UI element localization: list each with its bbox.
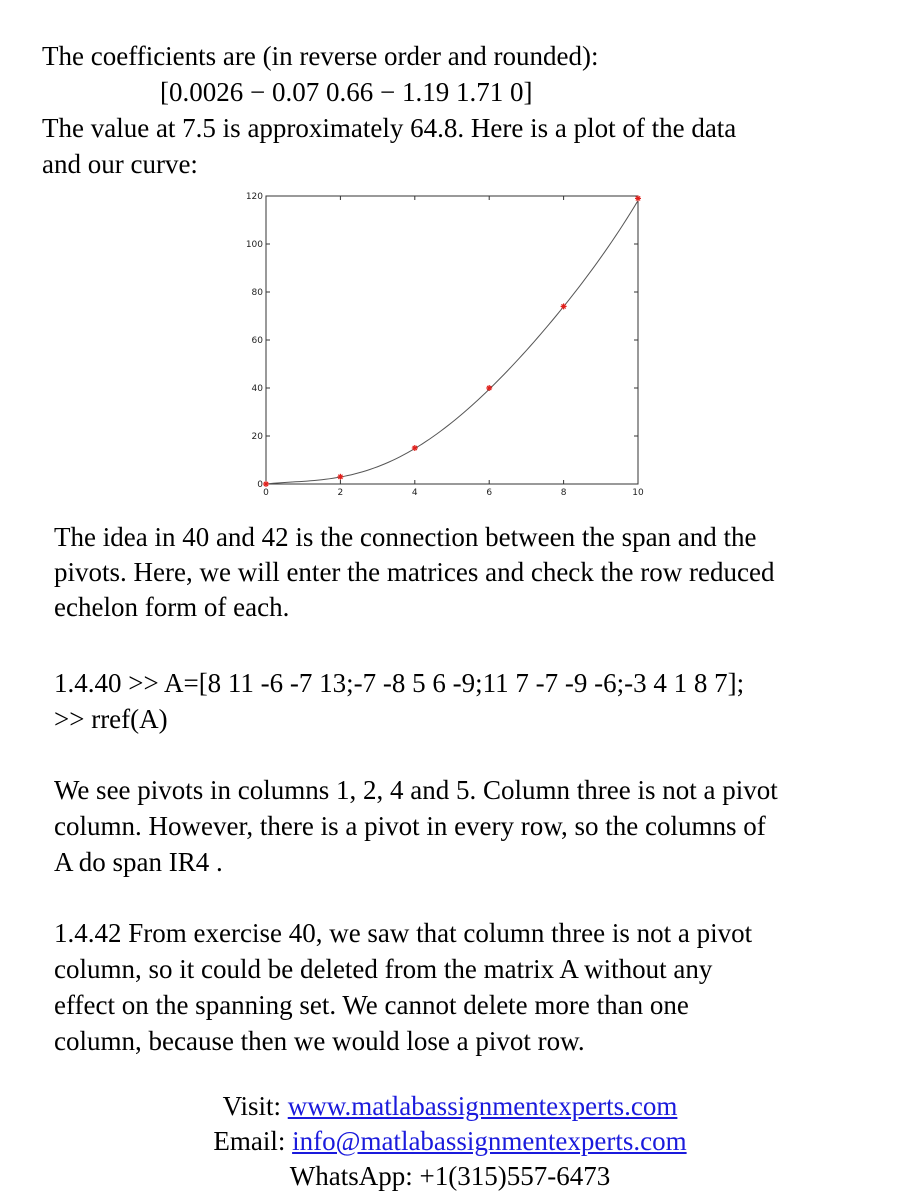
paragraph-exercise-42-line-3: effect on the spanning set. We cannot delete more than one (54, 990, 689, 1020)
footer-email (0, 1124, 900, 1159)
visit-label: Visit: (222, 1091, 288, 1121)
intro-line-3: The value at 7.5 is approximately 64.8. Here is a plot of the data (42, 113, 737, 143)
paragraph-idea-line-1: The idea in 40 and 42 is the connection between the span and the (54, 522, 757, 552)
paragraph-pivots-line-3: A do span IR4 . (54, 847, 223, 877)
paragraph-exercise-42-line-2: column, so it could be deleted from the matrix A without any (54, 954, 713, 984)
plot-area-frame (266, 196, 638, 484)
x-tick-label: 10 (632, 488, 644, 498)
coefficients-vector: [0.0026 − 0.07 0.66 − 1.19 1.71 0] (160, 77, 533, 107)
y-tick-label: 80 (251, 288, 263, 298)
y-tick-label: 60 (251, 336, 263, 346)
y-tick-label: 100 (245, 240, 263, 250)
intro-line-4: and our curve: (42, 149, 198, 179)
paragraph-pivots-line-1: We see pivots in columns 1, 2, 4 and 5. Column three is not a pivot (54, 775, 778, 805)
intro-line-1: The coefficients are (in reverse order and rounded): (42, 41, 599, 71)
code-line-1: 1.4.40 >> A=[8 11 -6 -7 13;-7 -8 5 6 -9;11 7 -7 -9 -6;-3 4 1 8 7]; (54, 668, 745, 698)
footer-visit (0, 1089, 900, 1124)
x-tick-label: 6 (486, 488, 493, 498)
paragraph-idea-line-3: echelon form of each. (54, 592, 290, 622)
paragraph-exercise-42-line-4: column, because then we would lose a pivot row. (54, 1026, 585, 1056)
polynomial-fit-chart (236, 184, 656, 500)
y-tick-label: 0 (257, 480, 263, 490)
x-tick-label: 2 (337, 488, 344, 498)
x-tick-label: 0 (263, 488, 269, 498)
footer-whatsapp: WhatsApp: +1(315)557-6473 (289, 1161, 611, 1191)
x-tick-label: 4 (411, 488, 418, 498)
website-link[interactable]: www.matlabassignmentexperts.com (287, 1091, 678, 1121)
code-line-2: >> rref(A) (54, 704, 168, 734)
paragraph-pivots-line-2: column. However, there is a pivot in every row, so the columns of (54, 811, 766, 841)
paragraph-exercise-42-line-1: 1.4.42 From exercise 40, we saw that column three is not a pivot (54, 918, 753, 948)
y-tick-label: 120 (245, 192, 263, 202)
paragraph-idea-line-2: pivots. Here, we will enter the matrices and check the row reduced (54, 557, 775, 587)
email-label: Email: (213, 1126, 293, 1156)
email-link[interactable]: info@matlabassignmentexperts.com (292, 1126, 687, 1156)
data-point-marker (635, 195, 641, 201)
y-tick-label: 20 (251, 432, 263, 442)
x-tick-label: 8 (560, 488, 567, 498)
y-tick-label: 40 (251, 384, 263, 394)
